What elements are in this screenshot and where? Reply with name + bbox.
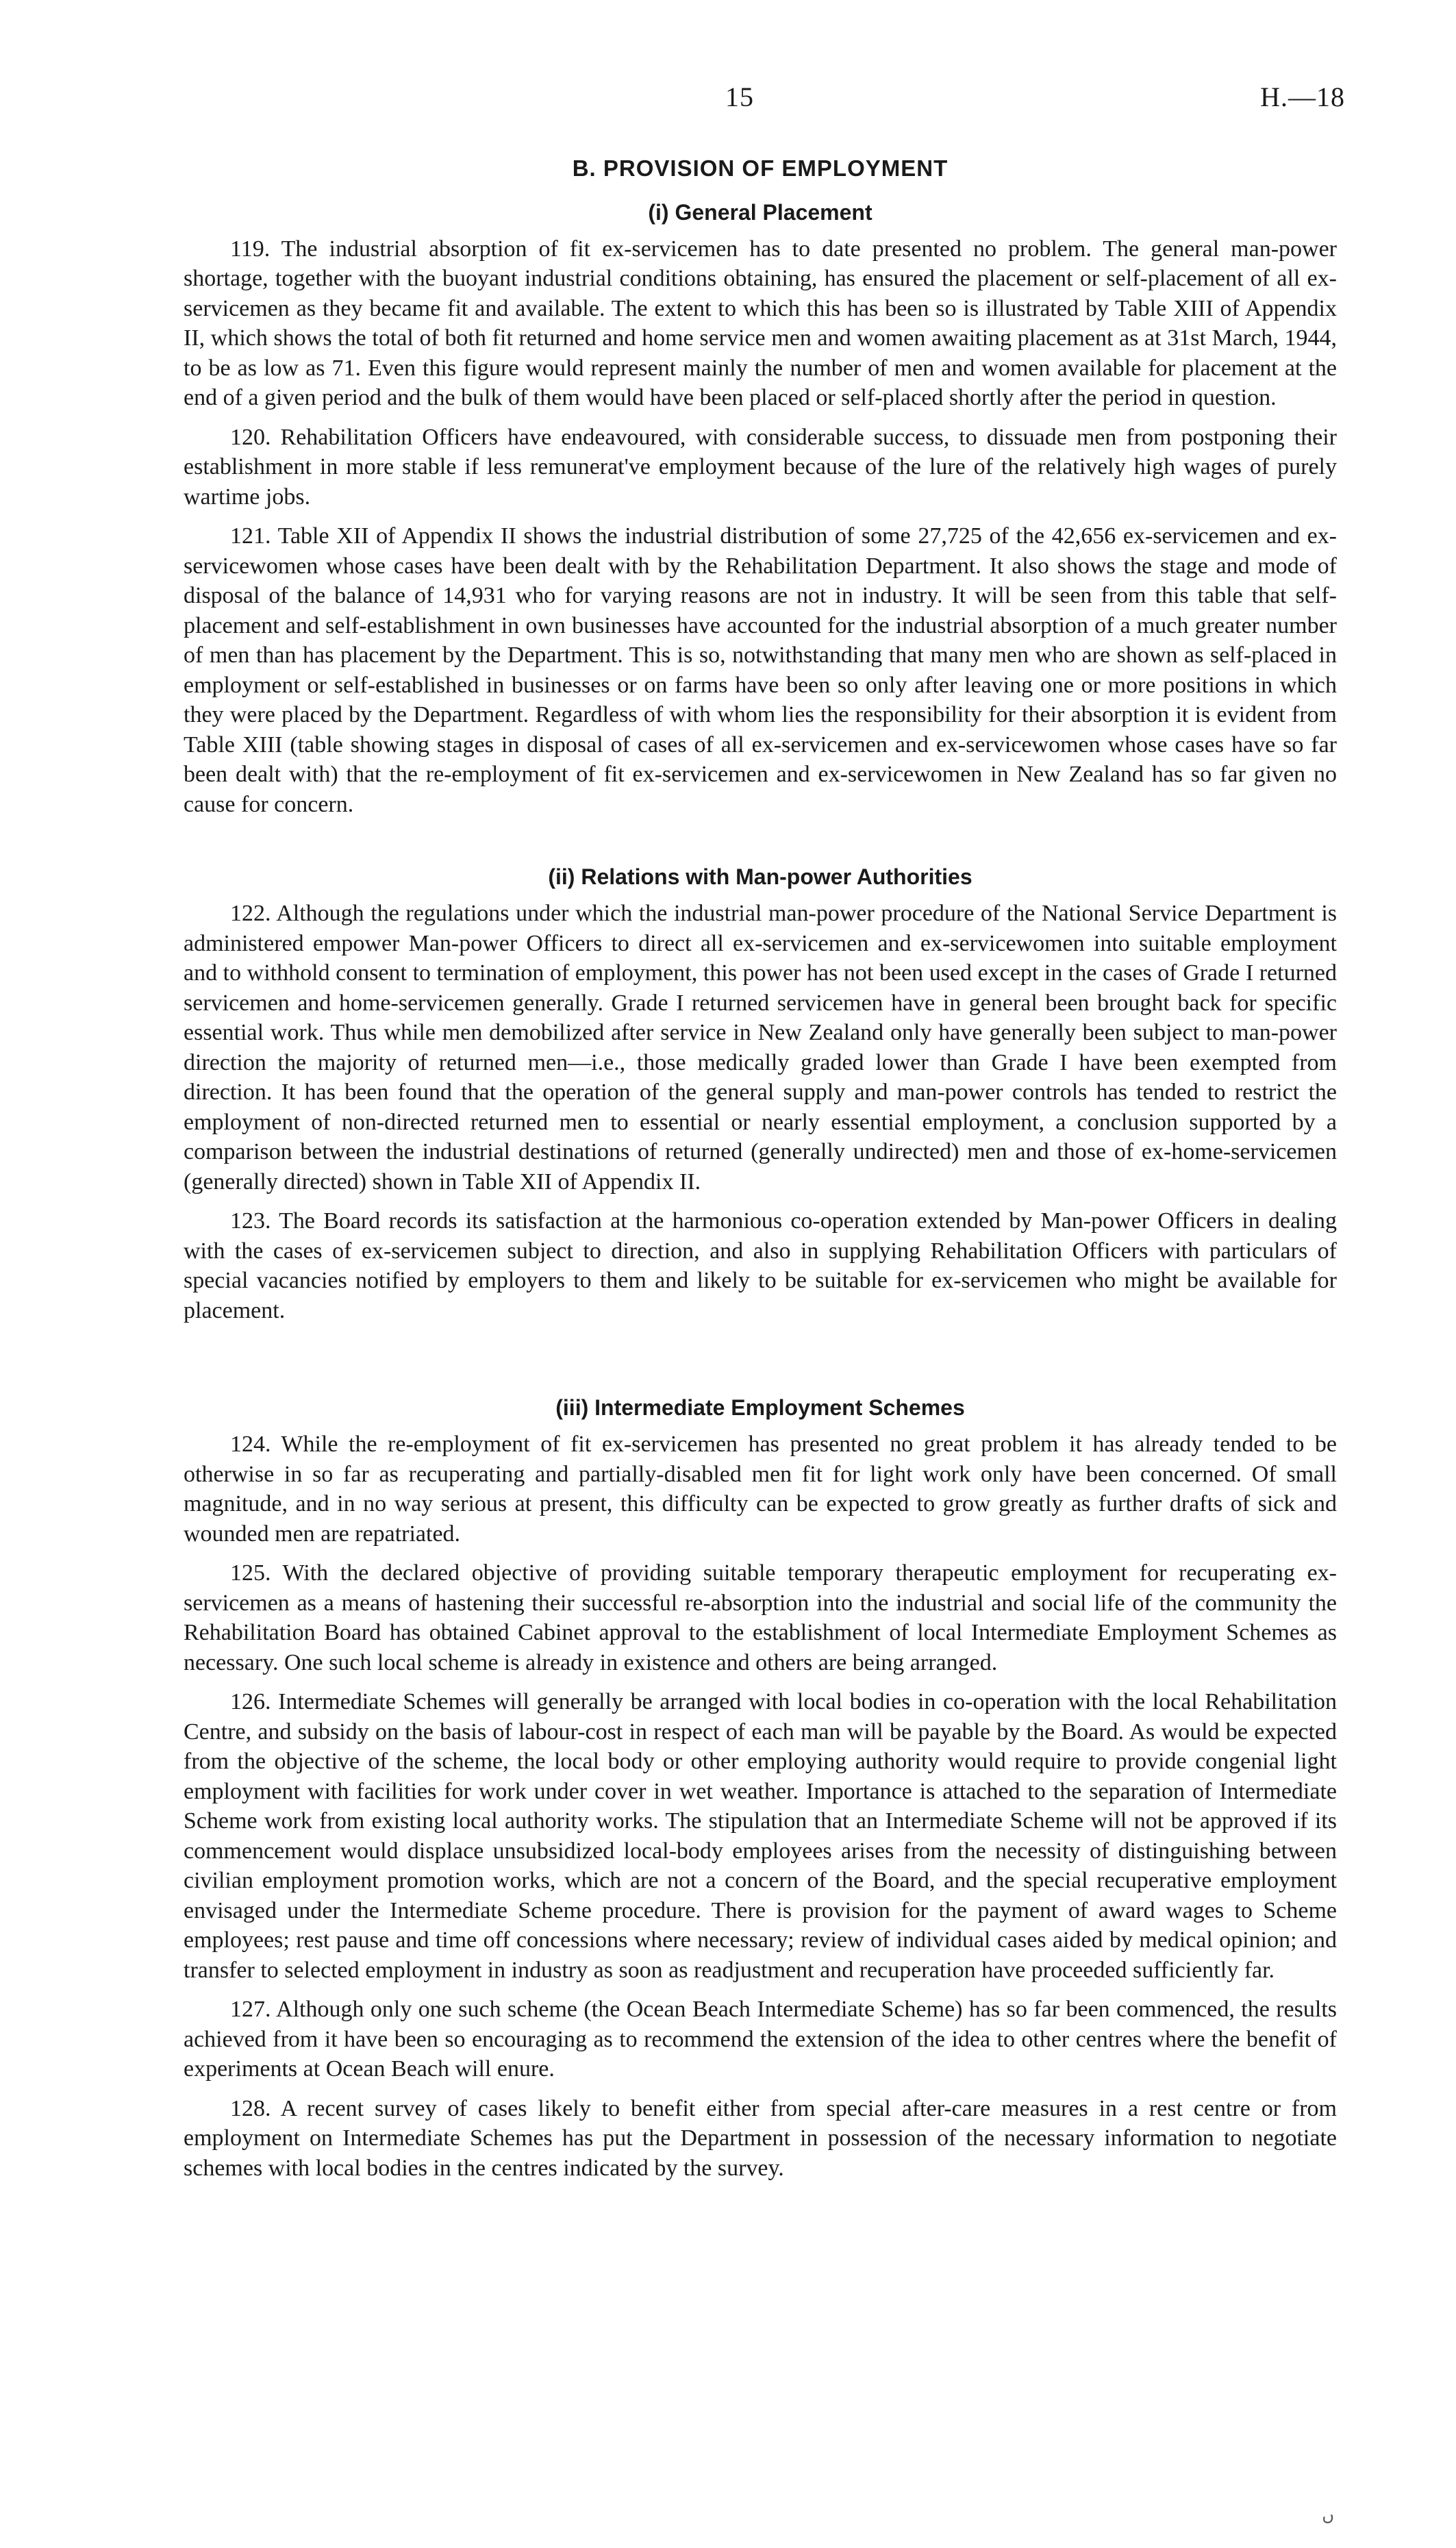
paragraph-128: 128. A recent survey of cases likely to benefit either from special after-care measures in a rest centre or from employment on Intermediate Schemes has put the Department in possession of the necessary information to negotiate schemes with local bodies in the centres indicated by the survey. (184, 2095, 1337, 2181)
document-reference: H.—18 (1260, 82, 1345, 112)
paragraph-121: 121. Table XII of Appendix II shows the industrial distribution of some 27,725 of the 42,656 ex-servicemen and ex-servicewomen whose cases have been dealt with by the Rehabilitation Department. It also shows the stage and mode of disposal of the balance of 14,931 who for varying reasons are not in industry. It will be seen from this table that self-placement and self-establishment in own businesses have accounted for the industrial absorption of a much greater number of men than has placement by the Department. This is so, notwithstanding that many men who are shown as self-placed in employment or self-established in businesses or on farms have been so only after leaving one or more positions in which they were placed by the Department. Regardless of with whom lies the responsibility for their absorption it is evident from Table XIII (table showing stages in disposal of cases of all ex-servicemen and ex-servicewomen whose cases have so far been dealt with) that the re-employment of fit ex-servicemen and ex-servicewomen in New Zealand has so far given no cause for concern. (184, 523, 1337, 817)
paragraph-123: 123. The Board records its satisfaction at the harmonious co-operation extended by Man-power Officers in dealing with the cases of ex-servicemen subject to direction, and also in supplying Rehabilitation Officers with particulars of special vacancies notified by employers to them and likely to be suitable for ex-servicemen who might be available for placement. (184, 1208, 1337, 1323)
section-title: B. PROVISION OF EMPLOYMENT (572, 155, 949, 181)
paragraph-119: 119. The industrial absorption of fit ex-servicemen has to date presented no problem. The general man-power shortage, together with the buoyant industrial conditions obtaining, has ensured the placement or self-placement of all ex-servicemen as they became fit and available. The extent to which this has been so is illustrated by Table XIII of Appendix II, which shows the total of both fit returned and home service men and women awaiting placement as at 31st March, 1944, to be as low as 71. Even this figure would represent mainly the number of men and women available for placement at the end of a given period and the bulk of them would have been placed or self-placed shortly after the period in question. (184, 236, 1337, 411)
page-body (184, 155, 1337, 2193)
footer-mark: ں (1322, 2507, 1334, 2525)
subsection-title-general-placement: (i) General Placement (648, 199, 873, 225)
subsection-title-intermediate-schemes: (iii) Intermediate Employment Schemes (555, 1395, 965, 1421)
page-number: 15 (725, 82, 754, 112)
subsection-title-man-power-authorities: (ii) Relations with Man-power Authorities (548, 864, 972, 890)
paragraph-122: 122. Although the regulations under which the industrial man-power procedure of the National Service Department is administered empower Man-power Officers to direct all ex-servicemen and ex-servicewomen into suitable employment and to withhold consent to termination of employment, this power has not been used except in the cases of Grade I returned servicemen and home-servicemen generally. Grade I returned servicemen have in general been brought back for specific essential work. Thus while men demobilized after service in New Zealand only have generally been subject to man-power direction the majority of returned men—i.e., those medically graded lower than Grade I have been exempted from direction. It has been found that the operation of the general supply and man-power controls has tended to restrict the employment of non-directed returned men to essential or nearly essential employment, a conclusion supported by a comparison between the industrial destinations of returned (generally undirected) men and those of ex-home-servicemen (generally directed) shown in Table XII of Appendix II. (184, 901, 1337, 1195)
paragraph-126: 126. Intermediate Schemes will generally be arranged with local bodies in co-operation with the local Rehabilitation Centre, and subsidy on the basis of labour-cost in respect of each man will be payable by the Board. As would be expected from the objective of the scheme, the local body or other employing authority would require to provide congenial light employment with facilities for work under cover in wet weather. Importance is attached to the separation of Intermediate Scheme work from existing local authority works. The stipulation that an Intermediate Scheme will not be approved if its commencement would displace unsubsidized local-body employees arises from the necessity of distinguishing between civilian employment promotion works, which are not a concern of the Board, and the special recuperative employment envisaged under the Intermediate Scheme procedure. There is provision for the payment of award wages to Scheme employees; rest pause and time off concessions where necessary; review of individual cases aided by medical opinion; and transfer to selected employment in industry as soon as readjustment and recuperation have proceeded sufficiently far. (184, 1689, 1337, 1983)
paragraph-120: 120. Rehabilitation Officers have endeavoured, with considerable success, to dissuade men from postponing their establishment in more stable if less remunerat've employment because of the lure of the relatively high wages of purely wartime jobs. (184, 424, 1337, 510)
paragraph-124: 124. While the re-employment of fit ex-servicemen has presented no great problem it has already tended to be otherwise in so far as recuperating and partially-disabled men fit for light work only have been concerned. Of small magnitude, and in no way serious at present, this difficulty can be expected to grow greatly as further drafts of sick and wounded men are repatriated. (184, 1432, 1337, 1547)
paragraph-127: 127. Although only one such scheme (the Ocean Beach Intermediate Scheme) has so far been commenced, the results achieved from it have been so encouraging as to recommend the extension of the idea to other centres where the benefit of experiments at Ocean Beach will enure. (184, 1997, 1337, 2082)
paragraph-125: 125. With the declared objective of providing suitable temporary therapeutic employment for recuperating ex-servicemen as a means of hastening their successful re-absorption into the industrial and social life of the community the Rehabilitation Board has obtained Cabinet approval to the establishment of local Intermediate Employment Schemes as necessary. One such local scheme is already in existence and others are being arranged. (184, 1560, 1337, 1675)
